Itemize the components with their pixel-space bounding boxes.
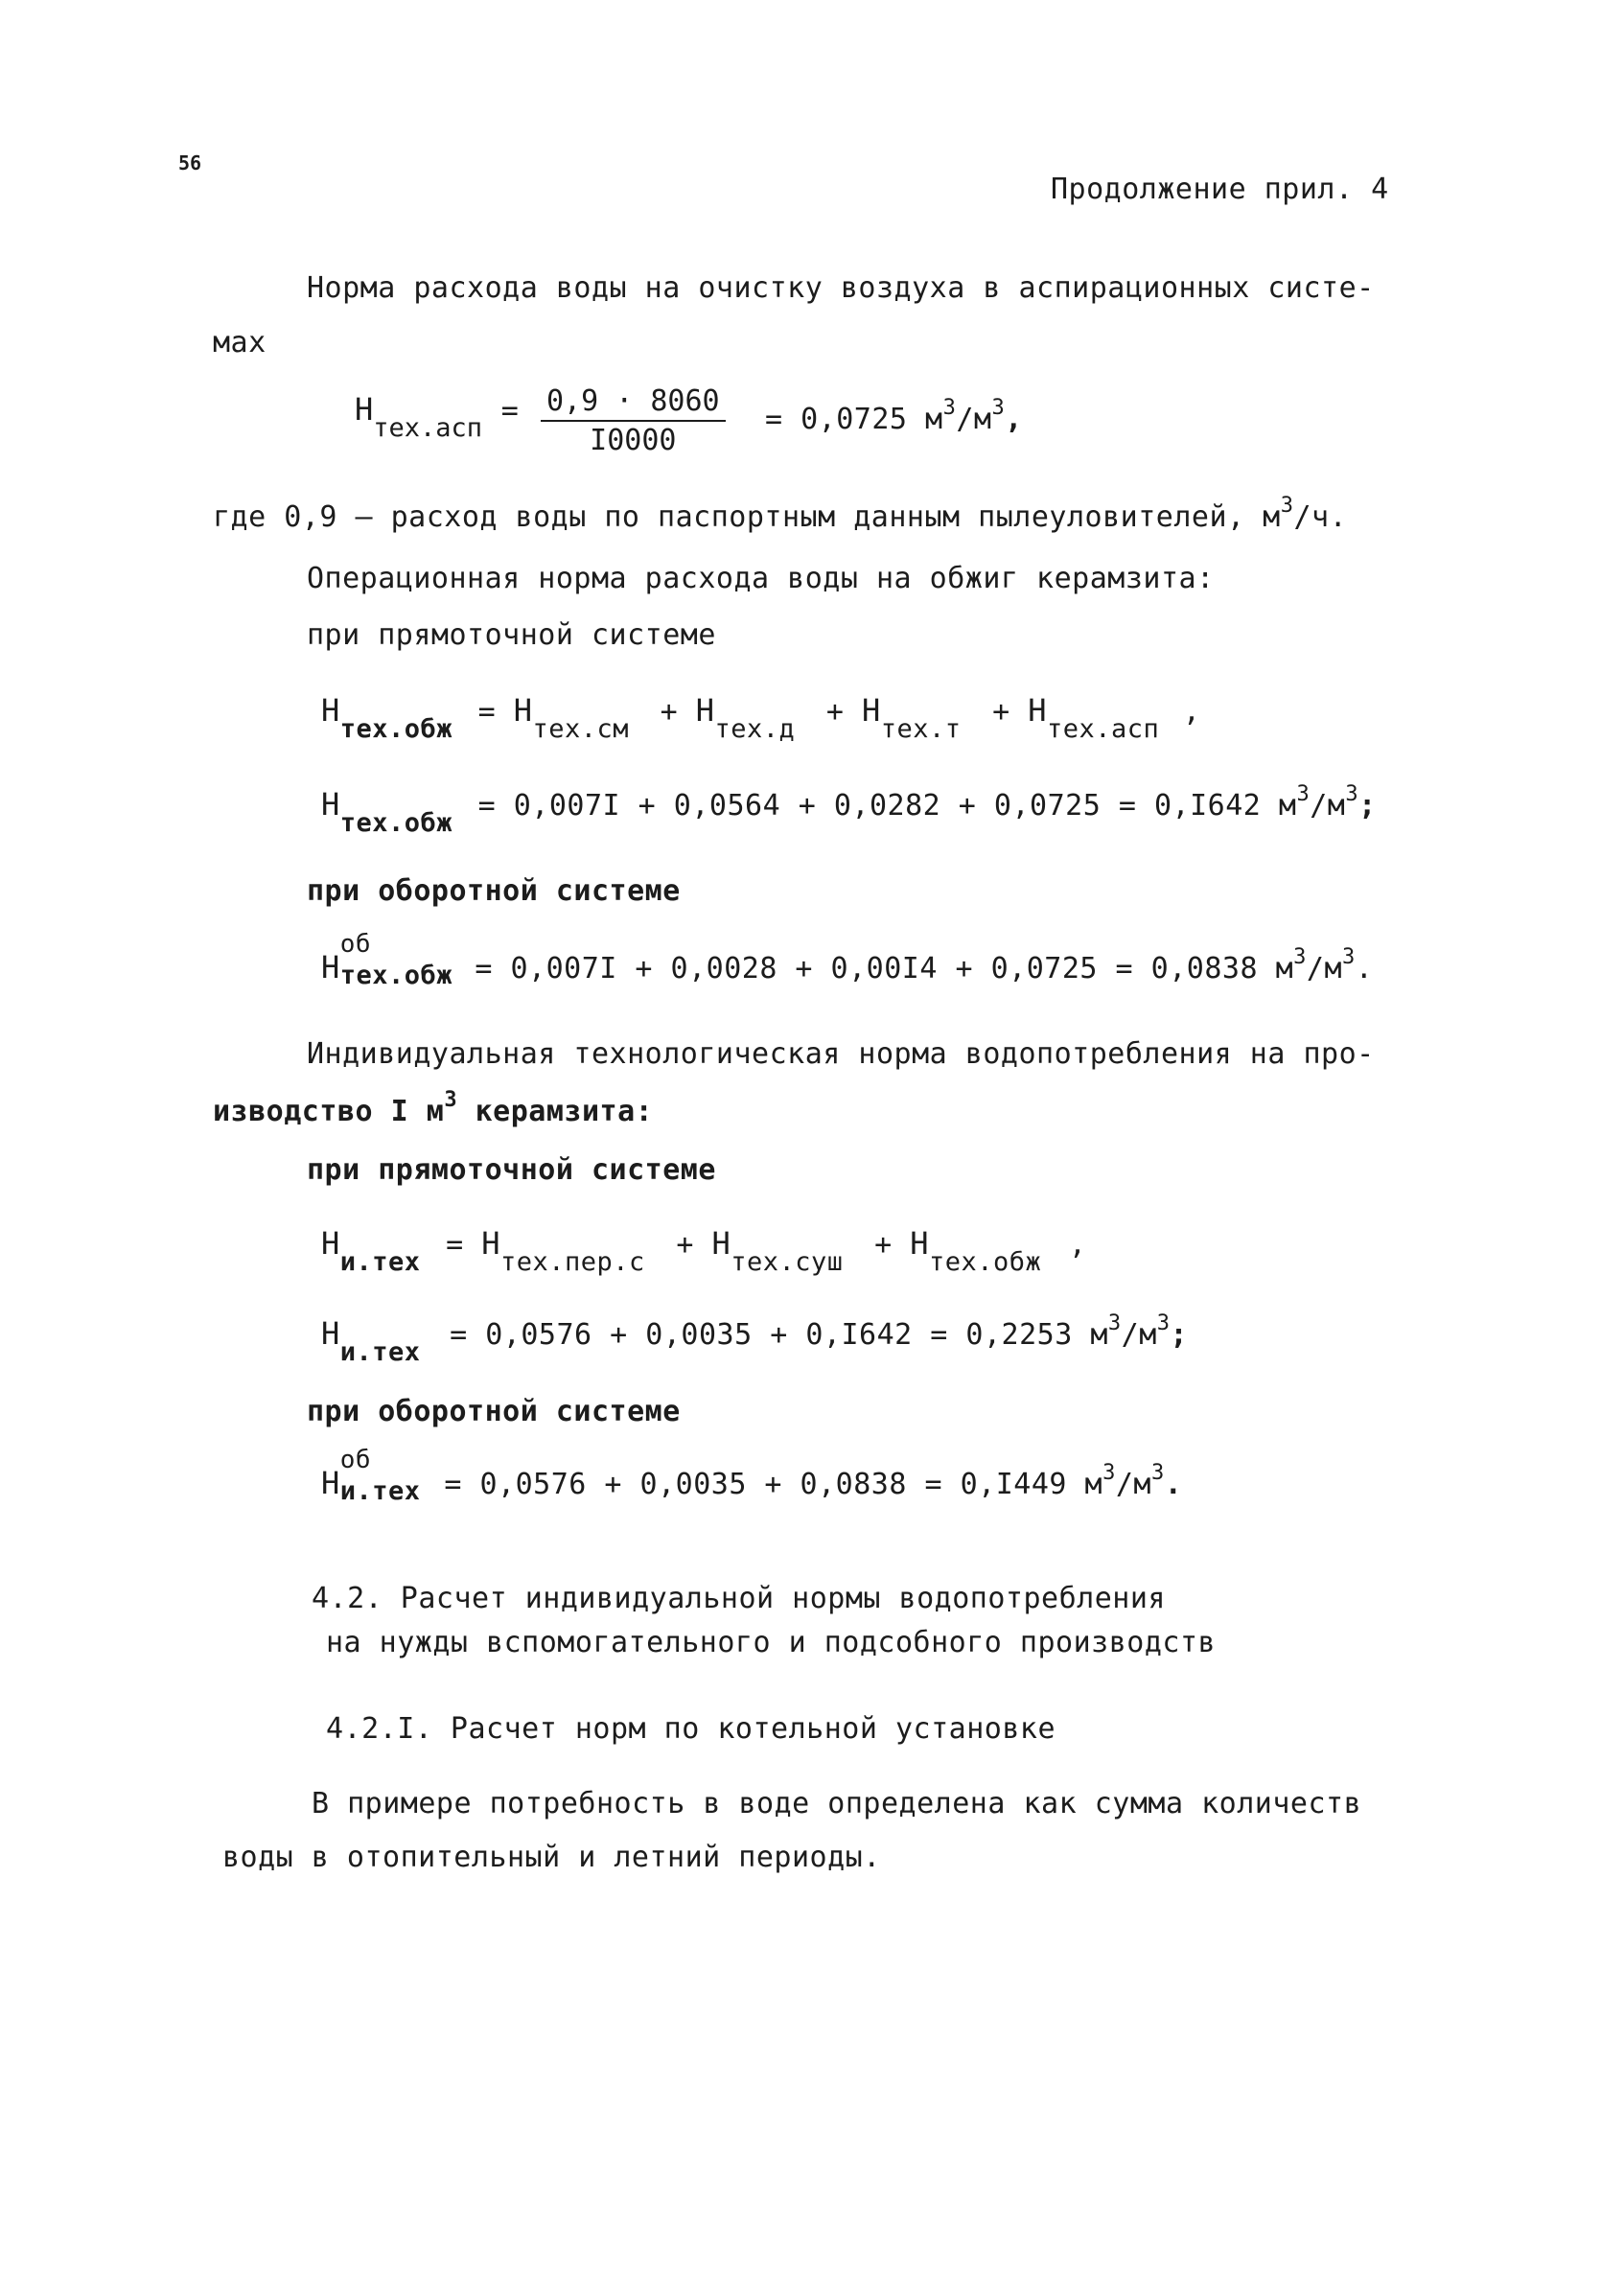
paragraph-line: В примере потребность в воде определена как сумма количеств [312,1787,1362,1820]
formula-unit: /м [1115,1468,1151,1501]
paragraph-line: при прямоточной системе [307,1153,716,1187]
formula-punct: . [1164,1468,1183,1501]
formula-expression: = 0,0725 м [765,403,943,436]
formula-symbol: Н [321,1225,340,1262]
where-unit: /ч. [1293,500,1348,534]
formula-symbol: Н [513,692,533,729]
formula-unit: /м [1310,789,1346,823]
formula-exponent: 3 [942,396,957,420]
formula-h-tech-obzh-circ [321,930,1374,990]
paragraph-line: Индивидуальная технологическая норма водопотребления на про- [307,1037,1375,1071]
formula-h-tech-asp [355,391,520,443]
formula-punct: , [1068,1228,1087,1262]
formula-symbol: Н [861,692,881,729]
formula-superscript: об [339,1446,372,1474]
formula-exponent: 3 [1345,782,1359,806]
formula-symbol: Н [321,949,340,985]
formula-exponent: 3 [1156,1311,1171,1335]
formula-subscript: и.тех [339,1476,421,1506]
formula-exponent: 3 [991,396,1006,420]
formula-symbol: Н [321,1465,340,1501]
formula-punct: ; [1358,789,1377,823]
formula-subscript: тех.обж [339,961,453,990]
formula-exponent: 3 [1150,1461,1165,1485]
formula-exponent: 3 [444,1088,458,1112]
paragraph-line: мах [213,326,267,359]
paragraph-line: при оборотной системе [307,1395,681,1428]
paragraph-line: при оборотной системе [307,874,681,908]
formula-superscript: об [339,930,372,959]
formula-h-tech-obzh-value [321,782,1377,838]
fraction-denominator: I0000 [590,424,677,457]
formula-subscript: тех.асп [373,413,483,443]
formula-subscript: тех.д [714,714,796,744]
formula-unit: /м [1121,1318,1157,1352]
subsection-heading: 4.2.I. Расчет норм по котельной установке [326,1712,1056,1746]
formula-expression: = 0,007I + 0,0564 + 0,0282 + 0,0725 = 0,I642 м [477,789,1297,823]
formula-h-i-tech-direct [321,1225,1087,1277]
section-heading: на нужды вспомогательного и подсобного производств [326,1626,1217,1659]
paragraph-line [213,1088,654,1128]
formula-subscript: тех.см [532,714,630,744]
formula-symbol: Н [355,391,374,428]
formula-symbol: Н [1028,692,1047,729]
formula-symbol: Н [910,1225,930,1262]
formula-exponent: 3 [1293,945,1307,969]
paragraph-line: Операционная норма расхода воды на обжиг керамзита: [307,562,1215,595]
paragraph-line: при прямоточной системе [307,618,716,652]
page-number: 56 [178,151,202,174]
formula-subscript: тех.обж [929,1247,1042,1277]
formula-exponent: 3 [1107,1311,1122,1335]
formula-punct: , [1182,695,1201,729]
formula-plus: + [874,1228,893,1262]
formula-expression: = 0,0576 + 0,0035 + 0,0838 = 0,I449 м [444,1468,1103,1501]
formula-subscript: и.тех [339,1337,421,1367]
formula-symbol: Н [321,786,340,823]
formula-equals: = [446,1228,464,1262]
paragraph-text: изводство I м [213,1095,445,1128]
where-text: где 0,9 – расход воды по паспортным данным пылеуловителей, м [213,500,1281,534]
formula-exponent: 3 [1342,945,1356,969]
formula-plus: + [992,695,1010,729]
formula-punct: . [1355,952,1374,985]
where-line [213,494,1348,534]
formula-unit: /м [956,403,992,436]
formula-exponent: 3 [1280,494,1294,518]
formula-h-tech-obzh-direct [321,692,1201,744]
formula-h-i-tech-circ [321,1446,1183,1506]
formula-expression: = 0,007I + 0,0028 + 0,00I4 + 0,0725 = 0,0838 м [475,952,1294,985]
formula-subscript: и.тех [339,1247,421,1277]
formula-symbol: Н [321,692,340,729]
formula-fraction [541,383,726,460]
formula-equals: = [477,695,497,729]
paragraph-line: воды в отопительный и летний периоды. [222,1841,881,1874]
formula-subscript: тех.суш [731,1247,844,1277]
formula-symbol: Н [695,692,715,729]
formula-subscript: тех.т [880,714,962,744]
formula-subscript: тех.асп [1046,714,1160,744]
formula-equals: = [500,394,520,428]
formula-plus: + [825,695,845,729]
formula-expression: = 0,0576 + 0,0035 + 0,I642 = 0,2253 м [450,1318,1108,1352]
formula-subscript: тех.пер.с [500,1247,645,1277]
paragraph-line: Норма расхода воды на очистку воздуха в аспирационных систе- [307,271,1375,305]
formula-symbol: Н [711,1225,731,1262]
formula-exponent: 3 [1102,1461,1116,1485]
formula-result [765,396,1023,436]
formula-h-i-tech-value [321,1311,1189,1367]
formula-plus: + [660,695,679,729]
formula-subscript: тех.обж [339,714,453,744]
formula-symbol: Н [321,1315,340,1352]
formula-punct: ; [1170,1318,1189,1352]
formula-plus: + [676,1228,694,1262]
formula-subscript: тех.обж [339,808,453,838]
formula-exponent: 3 [1296,782,1311,806]
fraction-numerator: 0,9 · 8060 [541,383,726,422]
formula-unit: /м [1306,952,1343,985]
section-heading: 4.2. Расчет индивидуальной нормы водопотребления [312,1582,1166,1615]
formula-punct: , [1005,403,1023,436]
paragraph-text: керамзита: [457,1095,654,1128]
continuation-header: Продолжение прил. 4 [1051,173,1389,206]
formula-symbol: Н [481,1225,500,1262]
